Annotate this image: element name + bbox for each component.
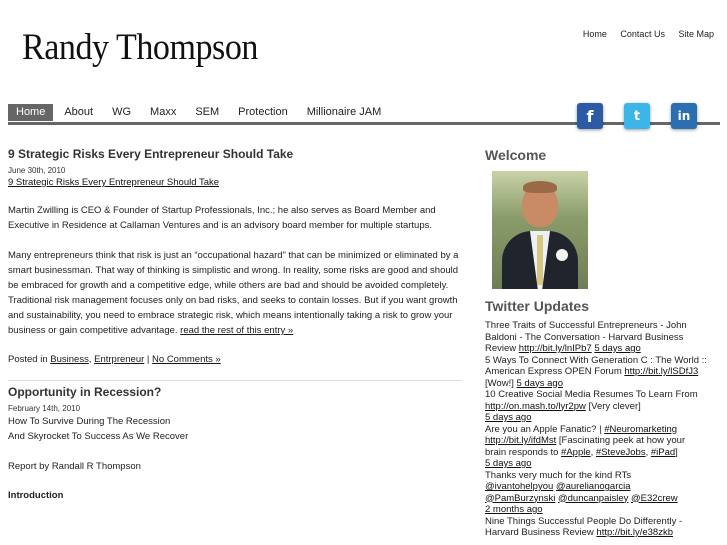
tweet-time[interactable]: 2 months ago <box>485 504 543 515</box>
profile-photo <box>492 171 588 289</box>
tweet-link[interactable]: http://bit.ly/ifdMst <box>485 435 557 446</box>
tweet: Three Traits of Successful Entrepreneurs - John Baldoni - The Conversation - Harvard Business Review http://bit.ly/lnIPb7 5 days ago <box>485 320 687 354</box>
tweet: Are you an Apple Fanatic? | #Neuromarketing http://bit.ly/ifdMst [Fascinating peek at how your brain responds to #Apple, #SteveJobs, #iPad] 5 days ago <box>485 423 686 469</box>
post-paragraph <box>8 293 463 338</box>
nav-divider <box>8 122 720 125</box>
posted-in-label: Posted in <box>8 354 48 365</box>
mention-link[interactable]: @ivantohelpyou <box>485 481 554 492</box>
nav-home[interactable]: Home <box>8 104 53 121</box>
top-links <box>572 29 714 39</box>
tweet: Nine Things Successful People Do Differently - Harvard Business Review http://bit.ly/e38zkb <box>485 515 683 538</box>
main-nav <box>8 104 392 121</box>
tweet-link[interactable]: http://bit.ly/lSDfJ3 <box>624 366 699 377</box>
category-link[interactable]: Entrpreneur <box>94 354 145 365</box>
main-content <box>8 146 463 503</box>
tweet-link[interactable]: http://bit.ly/e38zkb <box>596 527 673 538</box>
post-line: And Skyrocket To Success As We Recover <box>8 431 189 442</box>
comments-link[interactable]: No Comments » <box>152 354 221 365</box>
welcome-heading: Welcome <box>485 147 547 163</box>
nav-protection[interactable]: Protection <box>238 106 288 118</box>
tweet-time[interactable]: 5 days ago <box>594 343 641 354</box>
mention-link[interactable]: @duncanpaisley <box>558 492 629 504</box>
tweet: 10 Creative Social Media Resumes To Learn From http://on.mash.to/lyr2pw [Very clever] 5 days ago <box>485 389 698 423</box>
tweet: 5 Ways To Connect With Generation C : The World :: American Express OPEN Forum http://bit.ly/lSDfJ3 [Wow!] 5 days ago <box>485 354 707 389</box>
post-paragraph: Martin Zwilling is CEO & Founder of Startup Professionals, Inc.; he also serves as Board Member and Executive in Residence at Callaman Ventures and is an advisory board member for multiple startups. <box>8 205 436 231</box>
sidebar <box>485 146 707 539</box>
hashtag-link[interactable]: #Neuromarketing <box>604 423 678 435</box>
nav-millionaire-jam[interactable]: Millionaire JAM <box>306 106 382 118</box>
tweet: Thanks very much for the kind RTs @ivantohelpyou @aurelianogarcia @PamBurzynski @duncanpaisley @E32crew 2 months ago <box>485 469 678 515</box>
section-heading: Introduction <box>8 490 64 501</box>
toplink-contact[interactable]: Contact Us <box>620 29 665 39</box>
post-date: February 14th, 2010 <box>8 404 81 413</box>
linkedin-icon[interactable]: in <box>671 103 697 129</box>
mention-link[interactable]: @PamBurzynski <box>485 492 556 504</box>
category-link[interactable]: Business <box>50 354 89 365</box>
hashtag-link[interactable]: #SteveJobs <box>595 446 646 458</box>
tweet-link[interactable]: http://bit.ly/lnIPb7 <box>518 343 592 354</box>
post-paragraph-text: Traditional risk management focuses only on bad risks, and seeks to contain losses. But if you want growth and sustainability, you need to embrace strategic risk, which means intentionally taking a risk to grow your business or gain competitive advantage. <box>8 295 458 336</box>
hashtag-link[interactable]: #iPad <box>650 446 676 458</box>
tweet-time[interactable]: 5 days ago <box>516 377 563 389</box>
nav-wg[interactable]: WG <box>112 106 132 118</box>
mention-link[interactable]: @aurelianogarcia <box>555 481 631 492</box>
toplink-home[interactable]: Home <box>582 29 607 39</box>
hashtag-link[interactable]: #Apple <box>561 446 591 458</box>
nav-maxx[interactable]: Maxx <box>150 106 177 118</box>
site-logo[interactable]: Randy Thompson <box>22 27 258 68</box>
read-more-link[interactable]: read the rest of this entry » <box>180 325 294 336</box>
toplink-sitemap[interactable]: Site Map <box>678 29 714 39</box>
tweet-link[interactable]: http://on.mash.to/lyr2pw <box>485 400 586 412</box>
post-title[interactable]: 9 Strategic Risks Every Entrepreneur Should Take <box>8 147 294 161</box>
facebook-icon[interactable]: f <box>577 103 603 129</box>
post-byline: Report by Randall R Thompson <box>8 461 141 472</box>
post-meta: Posted in Business, Entrpreneur | No Comments » <box>8 354 221 365</box>
twitter-heading: Twitter Updates <box>485 298 589 314</box>
tweet-time[interactable]: 5 days ago <box>485 412 532 423</box>
post-date: June 30th, 2010 <box>8 166 66 175</box>
nav-sem[interactable]: SEM <box>195 106 220 118</box>
nav-about[interactable]: About <box>64 106 94 118</box>
post-source-link[interactable]: 9 Strategic Risks Every Entrepreneur Should Take <box>8 177 220 188</box>
mention-link[interactable]: @E32crew <box>631 492 678 504</box>
post-line: How To Survive During The Recession <box>8 416 171 427</box>
post-title[interactable]: Opportunity in Recession? <box>8 385 162 399</box>
tweet-time[interactable]: 5 days ago <box>485 458 532 469</box>
twitter-icon[interactable]: t <box>624 103 650 129</box>
post-paragraph: Many entrepreneurs think that risk is just an “occupational hazard” that can be minimized or eliminated by a smart businessman. That way of thinking is simplistic and wrong. In reality, some risks are good and should be embraced for growth and a competitive edge, while others are bad and should be avoided completely. <box>8 250 459 291</box>
